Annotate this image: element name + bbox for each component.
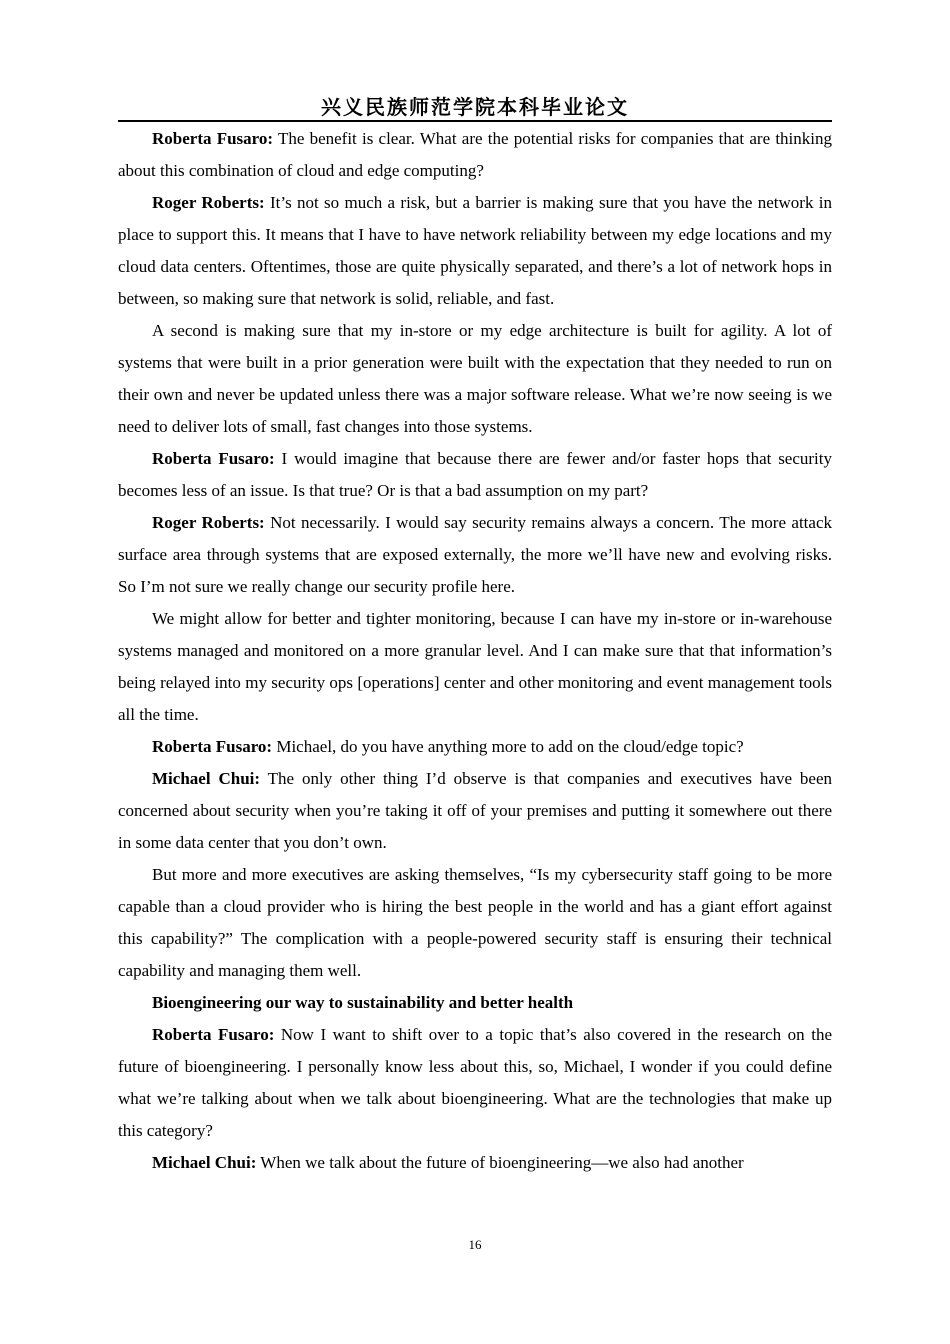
paragraph: [118, 123, 832, 187]
paragraph-text: But more and more executives are asking themselves, “Is my cybersecurity staff going to be more capable than a cloud provider who is hiring the best people in the world and has a giant effort against this capability?” The complication with a people-powered security staff is ensuring their technical capability and managing them well.: [118, 865, 832, 980]
paragraph: [118, 859, 832, 987]
paragraph-text: I would imagine that because there are fewer and/or faster hops that security becomes less of an issue. Is that true? Or is that a bad assumption on my part?: [118, 449, 833, 500]
header-rule: [118, 120, 832, 122]
document-body: [118, 123, 832, 1179]
paragraph-text: It’s not so much a risk, but a barrier is making sure that you have the network in place to support this. It means that I have to have network reliability between my edge locations and my cloud data centers. Oftentimes, those are quite physically separated, and there’s a lot of network hops in between, so making sure that network is solid, reliable, and fast.: [118, 193, 832, 308]
paragraph: [118, 1147, 832, 1179]
paragraph: [118, 603, 832, 731]
page-header-title: 兴义民族师范学院本科毕业论文: [321, 95, 629, 119]
paragraph-text: Not necessarily. I would say security remains always a concern. The more attack surface area through systems that are exposed externally, the more we’ll have new and evolving risks. So I’m not sure we really change our security profile here.: [118, 513, 832, 596]
paragraph: [118, 731, 832, 763]
paragraph-text: We might allow for better and tighter monitoring, because I can have my in-store or in-warehouse systems managed and monitored on a more granular level. And I can make sure that that information’s being relayed into my security ops [operations] center and other monitoring and event management tools all the time.: [118, 609, 832, 724]
speaker-name: Michael Chui:: [152, 1153, 257, 1172]
speaker-name: Roger Roberts:: [152, 513, 265, 532]
speaker-name: Roger Roberts:: [152, 193, 265, 212]
paragraph-text: When we talk about the future of bioengineering—we also had another: [256, 1153, 744, 1172]
speaker-name: Roberta Fusaro:: [152, 449, 275, 468]
paragraph: [118, 763, 832, 859]
page-number: 16: [468, 1237, 482, 1252]
paragraph: [118, 443, 832, 507]
speaker-name: Roberta Fusaro:: [152, 737, 273, 756]
paragraph-text: Now I want to shift over to a topic that’s also covered in the research on the future of bioengineering. I personally know less about this, so, Michael, I wonder if you could define what we’re talking about when we talk about bioengineering. What are the technologies that make up this category?: [118, 1025, 832, 1140]
section-heading: Bioengineering our way to sustainability and better health: [152, 993, 574, 1012]
speaker-name: Roberta Fusaro:: [152, 129, 274, 148]
paragraph-text: The only other thing I’d observe is that companies and executives have been concerned about security when you’re taking it off of your premises and putting it somewhere out there in some data center that you don’t own.: [118, 769, 833, 852]
paragraph-text: A second is making sure that my in-store or my edge architecture is built for agility. A lot of systems that were built in a prior generation were built with the expectation that they needed to run on their own and never be updated unless there was a major software release. What we’re now seeing is we need to deliver lots of small, fast changes into those systems.: [118, 321, 832, 436]
paragraph-text: Michael, do you have anything more to add on the cloud/edge topic?: [272, 737, 744, 756]
paragraph: [118, 315, 832, 443]
speaker-name: Roberta Fusaro:: [152, 1025, 275, 1044]
paragraph: [118, 507, 832, 603]
speaker-name: Michael Chui:: [152, 769, 261, 788]
paragraph: [118, 1019, 832, 1147]
paragraph: [118, 187, 832, 315]
paragraph-text: The benefit is clear. What are the potential risks for companies that are thinking about this combination of cloud and edge computing?: [118, 129, 832, 180]
